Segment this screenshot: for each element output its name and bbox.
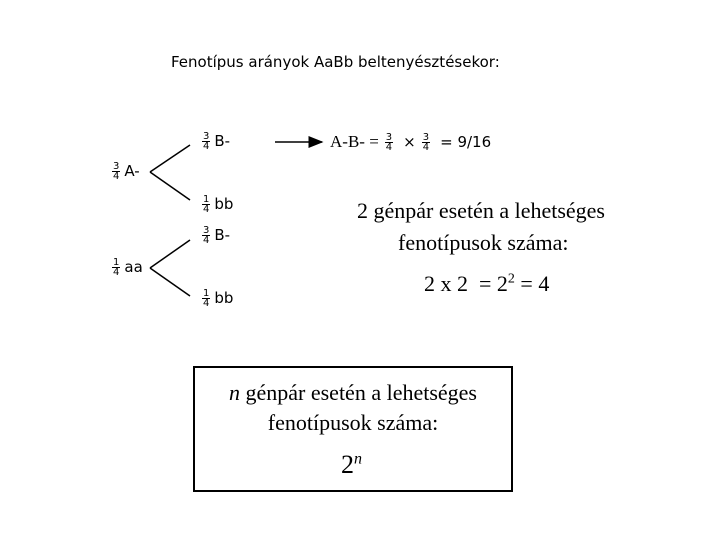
fraction — [422, 133, 430, 152]
branch-line-a-to-bb — [150, 172, 190, 200]
fraction — [202, 132, 210, 151]
fraction-denominator: 4 — [203, 235, 210, 246]
n-pairs-formula — [341, 450, 362, 480]
fraction-numerator: 3 — [203, 131, 210, 142]
fraction — [202, 289, 210, 308]
equation-lhs: A-B- = — [330, 132, 379, 151]
fraction-denominator: 4 — [203, 204, 210, 215]
genotype-label: B- — [214, 226, 231, 244]
formula-base: 2 — [341, 450, 354, 479]
fraction — [202, 195, 210, 214]
n-pairs-line1 — [195, 380, 511, 406]
formula-exponent: n — [354, 450, 362, 468]
a-branch-b-node — [202, 132, 230, 151]
fraction-numerator: 1 — [203, 288, 210, 299]
n-pairs-line1-text: génpár esetén a lehetséges — [240, 380, 477, 405]
fraction-numerator: 1 — [203, 194, 210, 205]
fraction — [112, 162, 120, 181]
formula-exponent: 2 — [507, 271, 515, 287]
aa-branch-b-node — [202, 226, 230, 245]
fraction-numerator: 1 — [113, 257, 120, 268]
diagram-title: Fenotípus arányok AaBb beltenyésztésekor: — [171, 53, 500, 71]
n-variable: n — [229, 380, 240, 405]
branch-line-aa-to-b — [150, 240, 190, 268]
n-pairs-line2: fenotípusok száma: — [267, 410, 439, 435]
genotype-label: bb — [214, 289, 234, 307]
genotype-label: A- — [124, 162, 140, 180]
fraction — [385, 133, 393, 152]
fraction-numerator: 3 — [422, 132, 430, 143]
branch-line-a-to-b — [150, 145, 190, 172]
two-pairs-line1: 2 génpár esetén a lehetséges — [357, 198, 605, 223]
genotype-label: bb — [214, 195, 234, 213]
root-aa-node — [112, 258, 143, 277]
genotype-label: B- — [214, 132, 231, 150]
formula-result: = 4 — [514, 271, 550, 296]
two-pairs-line2: fenotípusok száma: — [398, 230, 569, 255]
branch-line-aa-to-bb — [150, 268, 190, 296]
probability-equation — [330, 132, 491, 152]
genotype-label: aa — [124, 258, 143, 276]
times-symbol: × — [403, 133, 416, 151]
fraction-denominator: 4 — [385, 142, 393, 153]
n-pairs-box — [193, 366, 513, 492]
fraction — [112, 258, 120, 277]
equation-result: = 9/16 — [440, 133, 492, 151]
aa-branch-bb-node — [202, 289, 233, 308]
fraction-denominator: 4 — [113, 267, 120, 278]
fraction-numerator: 3 — [203, 225, 210, 236]
fraction — [202, 226, 210, 245]
root-a-node — [112, 162, 140, 181]
formula-base: 2 x 2 = 2 — [424, 271, 508, 296]
fraction-denominator: 4 — [203, 298, 210, 309]
fraction-denominator: 4 — [422, 142, 430, 153]
fraction-denominator: 4 — [203, 141, 210, 152]
fraction-numerator: 3 — [385, 132, 393, 143]
a-branch-bb-node — [202, 195, 233, 214]
fraction-denominator: 4 — [113, 171, 120, 182]
two-pairs-formula — [424, 271, 549, 297]
fraction-numerator: 3 — [113, 161, 120, 172]
